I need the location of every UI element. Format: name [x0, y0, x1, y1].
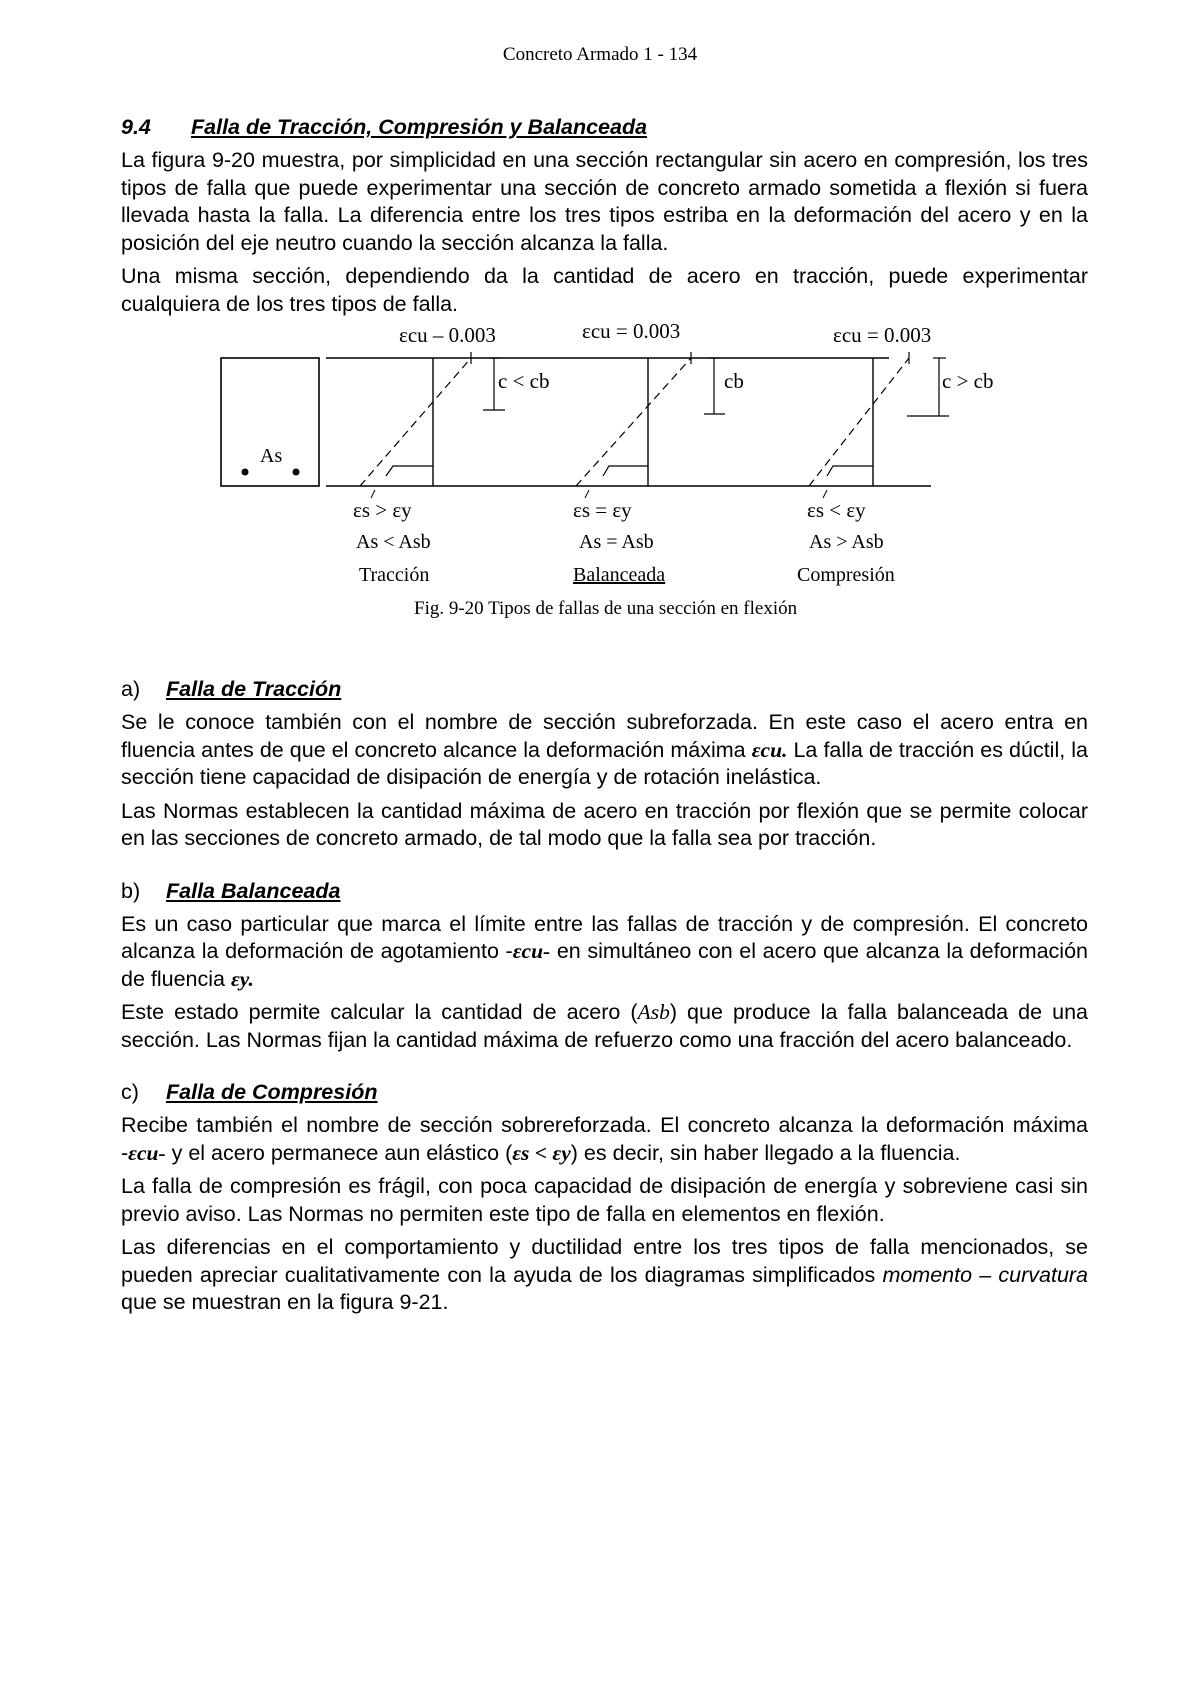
intro-paragraph-1: La figura 9-20 muestra, por simplicidad en una sección rectangular sin acero en compresión, los tres tipos de falla que puede experimentar una sección de concreto armado sometida a flexión si fuera llevada hasta la falla. La diferencia entre los tres tipos estriba en la deformación del acero y en la posición del eje neutro cuando la sección alcanza la falla.: [121, 148, 1088, 255]
ey-symbol: εy.: [230, 966, 254, 991]
balanced-name-label: Balanceada: [573, 564, 666, 586]
figure-caption: Fig. 9-20 Tipos de fallas de una sección en flexión: [414, 598, 798, 619]
case-compression-diagram: [797, 324, 994, 586]
ecu-symbol: εcu-: [128, 1140, 166, 1165]
compression-heading: [121, 1078, 1088, 1106]
tension-as-label: As < Asb: [356, 531, 431, 553]
curvatura-term: curvatura: [998, 1262, 1089, 1287]
balanced-title: Falla Balanceada: [166, 878, 341, 903]
balanced-paragraph-2: Este estado permite calcular la cantidad de acero (Asb) que produce la falla balanceada de una sección. Las Normas fijan la cantidad máxima de refuerzo como una fracción del acero balanceado.: [121, 1000, 1089, 1052]
balanced-as-label: As = Asb: [579, 531, 654, 553]
figure-9-20: [121, 324, 1088, 667]
intro-paragraph-2: Una misma sección, dependiendo da la cantidad de acero en tracción, puede experimentar cualquiera de los tres tipos de falla.: [121, 264, 1088, 316]
case-balanced-diagram: [573, 324, 744, 586]
tension-ecu-label: εcu – 0.003: [399, 324, 496, 347]
balanced-c-label: cb: [724, 369, 744, 393]
tension-paragraph-1: Se le conoce también con el nombre de sección subreforzada. En este caso el acero entra en fluencia antes de que el concreto alcance la deformación máxima εcu. La falla de tracción es dúctil, la sección tiene capacidad de disipación de energía y de rotación inelástica.: [121, 710, 1088, 789]
rebar-left: [242, 469, 249, 476]
compression-letter: c): [121, 1080, 139, 1104]
page-header: Concreto Armado 1 - 134: [502, 44, 698, 65]
ecu-symbol: εcu.: [751, 737, 788, 762]
balanced-es-label: εs = εy: [573, 498, 632, 522]
compression-as-label: As > Asb: [809, 531, 884, 553]
compression-paragraph-1: Recibe también el nombre de sección sobrereforzada. El concreto alcanza la deformación máxima -εcu- y el acero permanece aun elástico (εs < εy) es decir, sin haber llegado a la fluencia.: [121, 1113, 1088, 1165]
compression-title: Falla de Compresión: [166, 1080, 378, 1104]
balanced-paragraph-1: Es un caso particular que marca el límite entre las fallas de tracción y de compresión. El concreto alcanza la deformación de agotamiento -εcu- en simultáneo con el acero que alcanza la deformación de fluencia εy.: [121, 911, 1088, 991]
compression-paragraph-3: Las diferencias en el comportamiento y ductilidad entre los tres tipos de falla mencionados, se pueden apreciar cualitativamente con la ayuda de los diagramas simplificados momento – curvatura que se muestran en la figura 9-21.: [121, 1235, 1089, 1314]
failure-types-diagram: [121, 324, 1088, 667]
tension-paragraph-2: Las Normas establecen la cantidad máxima de acero en tracción por flexión que se permite colocar en las secciones de concreto armado, de tal modo que la falla sea por tracción.: [121, 798, 1088, 850]
ecu-symbol: εcu-: [512, 939, 551, 963]
balanced-heading: [121, 877, 1088, 905]
compression-c-label: c > cb: [942, 369, 994, 393]
tension-name-label: Tracción: [359, 564, 430, 586]
compression-paragraph-2: La falla de compresión es frágil, con poca capacidad de disipación de energía y sobreviene casi sin previo aviso. Las Normas no permiten este tipo de falla en elementos en flexión.: [121, 1174, 1088, 1226]
compression-es-label: εs < εy: [807, 498, 866, 522]
section-number: 9.4: [121, 115, 151, 139]
compression-ecu-label: εcu = 0.003: [833, 324, 932, 347]
case-tension-diagram: [353, 324, 550, 586]
tension-c-label: c < cb: [498, 369, 550, 393]
section-title: Falla de Tracción, Compresión y Balanceada: [191, 115, 648, 139]
tension-es-label: εs > εy: [353, 498, 412, 522]
momento-term: momento: [882, 1262, 973, 1287]
as-label: As: [260, 445, 283, 467]
tension-heading: [121, 675, 1088, 703]
section-heading: [121, 113, 1088, 141]
balanced-ecu-label: εcu = 0.003: [582, 324, 681, 343]
asb-symbol: Asb: [637, 1000, 670, 1024]
rebar-right: [293, 469, 300, 476]
page-content: [121, 113, 1088, 1323]
tension-letter: a): [121, 677, 141, 701]
compression-name-label: Compresión: [797, 564, 895, 586]
balanced-letter: b): [121, 878, 141, 903]
tension-title: Falla de Tracción: [166, 677, 342, 701]
es-ey-symbol: εs < εy: [512, 1140, 571, 1165]
